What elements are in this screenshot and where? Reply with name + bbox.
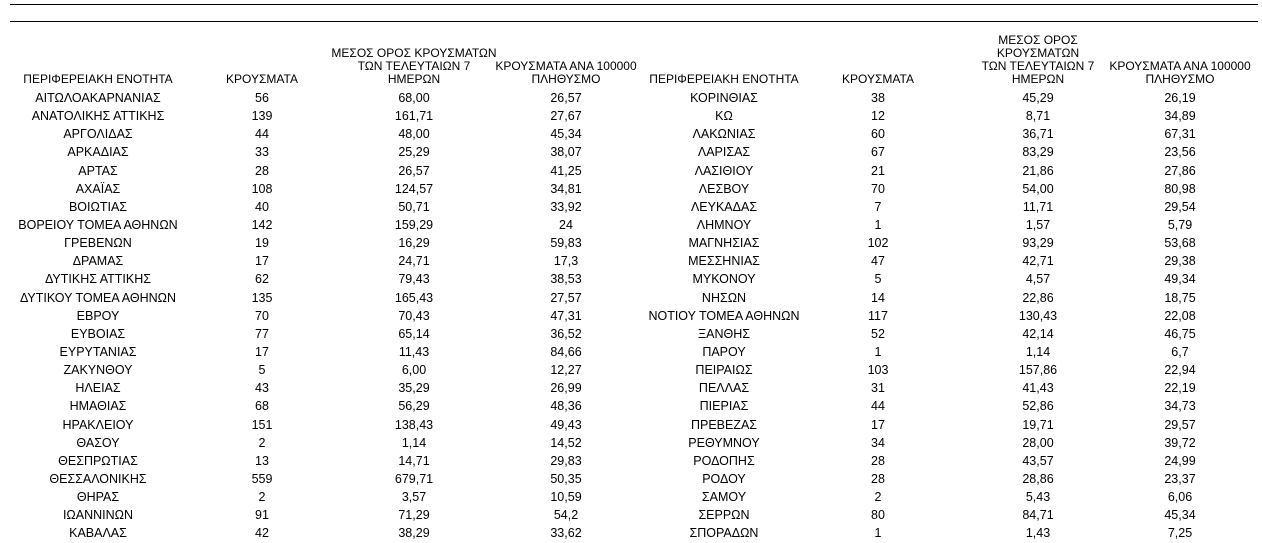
avg-cell: 26,57 [398, 163, 430, 178]
cases-cell: 44 [871, 399, 885, 414]
region-cell: ΒΟΡΕΙΟΥ ΤΟΜΕΑ ΑΘΗΝΩΝ [18, 217, 178, 232]
per100k-cell: 23,37 [1164, 471, 1196, 486]
region-cell: ΗΜΑΘΙΑΣ [69, 399, 127, 414]
avg-cell: 38,29 [398, 526, 430, 541]
cases-cell: 34 [871, 435, 885, 450]
region-cell: ΜΑΓΝΗΣΙΑΣ [688, 236, 760, 251]
region-cell: ΠΑΡΟΥ [702, 344, 746, 359]
per100k-cell: 80,98 [1164, 181, 1196, 196]
avg-cell: 36,71 [1022, 127, 1054, 142]
cases-cell: 56 [255, 91, 269, 105]
region-cell: ΑΡΤΑΣ [78, 163, 118, 178]
region-cell: ΛΕΥΚΑΔΑΣ [690, 199, 758, 214]
cases-cell: 102 [867, 236, 889, 251]
region-cell: ΙΩΑΝΝΙΝΩΝ [62, 508, 134, 523]
avg-cell: 5,43 [1025, 490, 1051, 505]
cases-cell: 52 [871, 326, 885, 341]
cases-cell: 60 [871, 127, 885, 142]
per100k-cell: 22,94 [1164, 363, 1196, 378]
region-cell: ΛΕΣΒΟΥ [698, 181, 750, 196]
avg-header: ΜΕΣΟΣ ΟΡΟΣ ΚΡΟΥΣΜΑΤΩΝ ΤΩΝ ΤΕΛΕΥΤΑΙΩΝ 7 ΗΜΕΡΩΝ [981, 33, 1095, 86]
avg-cell: 24,71 [398, 254, 430, 269]
region-cell: ΜΕΣΣΗΝΙΑΣ [688, 254, 760, 269]
region-cell: ΑΡΓΟΛΙΔΑΣ [63, 127, 133, 142]
region-cell: ΚΩ [715, 109, 733, 124]
region-cell: ΚΟΡΙΝΘΙΑΣ [690, 91, 758, 105]
region-cell: ΡΕΘΥΜΝΟΥ [688, 435, 760, 450]
avg-cell: 52,86 [1022, 399, 1054, 414]
avg-cell: 70,43 [398, 308, 430, 323]
avg-cell: 68,00 [398, 91, 430, 105]
avg-cell: 93,29 [1022, 236, 1054, 251]
region-cell: ΚΑΒΑΛΑΣ [69, 526, 127, 541]
per100k-cell: 49,43 [550, 417, 582, 432]
cases-cell: 7 [874, 199, 882, 214]
avg-cell: 28,86 [1022, 471, 1054, 486]
cases-cell: 17 [255, 344, 269, 359]
avg-cell: 165,43 [394, 290, 434, 305]
avg-cell: 11,43 [398, 344, 430, 359]
avg-cell: 41,43 [1022, 381, 1054, 396]
region-cell: ΒΟΙΩΤΙΑΣ [68, 199, 128, 214]
per100k-cell: 26,19 [1164, 91, 1196, 105]
avg-cell: 25,29 [398, 145, 430, 160]
region-cell: ΝΗΣΩΝ [701, 290, 747, 305]
cases-cell: 38 [871, 91, 885, 105]
avg-cell: 22,86 [1022, 290, 1054, 305]
region-cell: ΣΠΟΡΑΔΩΝ [689, 526, 759, 541]
cases-cell: 1 [874, 344, 882, 359]
region-cell: ΣΕΡΡΩΝ [698, 508, 750, 523]
avg-cell: 1,57 [1025, 217, 1051, 232]
per100k-cell: 22,08 [1164, 308, 1196, 323]
avg-cell: 1,14 [1025, 344, 1051, 359]
cases-cell: 28 [871, 453, 885, 468]
per100k-cell: 47,31 [550, 308, 582, 323]
avg-cell: 21,86 [1022, 163, 1054, 178]
cases-cell: 21 [871, 163, 885, 178]
per100k-cell: 33,62 [550, 526, 582, 541]
avg-cell: 35,29 [398, 381, 430, 396]
per100k-cell: 23,56 [1164, 145, 1196, 160]
region-cell: ΛΗΜΝΟΥ [696, 217, 752, 232]
cases-cell: 108 [251, 181, 273, 196]
region-cell: ΔΥΤΙΚΟΥ ΤΟΜΕΑ ΑΘΗΝΩΝ [19, 290, 177, 305]
per100k-cell: 14,52 [550, 435, 582, 450]
region-cell: ΕΥΒΟΙΑΣ [70, 326, 126, 341]
cases-cell: 28 [255, 163, 269, 178]
region-cell: ΘΕΣΠΡΩΤΙΑΣ [58, 453, 138, 468]
region-header: ΠΕΡΙΦΕΡΕΙΑΚΗ ΕΝΟΤΗΤΑ [23, 72, 173, 86]
cases-cell: 28 [871, 471, 885, 486]
region-cell: ΓΡΕΒΕΝΩΝ [64, 236, 132, 251]
top-rule [10, 4, 1258, 5]
region-cell: ΔΥΤΙΚΗΣ ΑΤΤΙΚΗΣ [45, 272, 151, 287]
avg-cell: 54,00 [1022, 181, 1054, 196]
region-cell: ΑΡΚΑΔΙΑΣ [67, 145, 129, 160]
region-cell: ΠΡΕΒΕΖΑΣ [690, 417, 758, 432]
per100k-cell: 27,86 [1164, 163, 1196, 178]
avg-cell: 48,00 [398, 127, 430, 142]
cases-cell: 14 [871, 290, 885, 305]
per100k-cell: 6,06 [1167, 490, 1193, 505]
avg-cell: 19,71 [1022, 417, 1054, 432]
per100k-cell: 27,67 [550, 109, 582, 124]
avg-cell: 16,29 [398, 236, 430, 251]
avg-cell: 6,00 [401, 363, 427, 378]
region-cell: ΑΙΤΩΛΟΑΚΑΡΝΑΝΙΑΣ [35, 91, 161, 105]
cases-cell: 5 [874, 272, 882, 287]
avg-cell: 1,14 [401, 435, 427, 450]
avg-cell: 161,71 [394, 109, 434, 124]
cases-cell: 91 [255, 508, 269, 523]
per100k-cell: 36,52 [550, 326, 582, 341]
per100k-cell: 34,73 [1164, 399, 1196, 414]
region-cell: ΛΑΡΙΣΑΣ [697, 145, 751, 160]
cases-cell: 17 [871, 417, 885, 432]
cases-cell: 44 [255, 127, 269, 142]
cases-cell: 139 [251, 109, 273, 124]
avg-cell: 8,71 [1025, 109, 1051, 124]
per100k-cell: 38,07 [550, 145, 582, 160]
per100k-header: ΚΡΟΥΣΜΑΤΑ ΑΝΑ 100000 ΠΛΗΘΥΣΜΟ [495, 59, 637, 86]
cases-cell: 77 [255, 326, 269, 341]
avg-cell: 3,57 [401, 490, 427, 505]
cases-cell: 33 [255, 145, 269, 160]
per100k-cell: 29,54 [1164, 199, 1196, 214]
region-cell: ΠΕΛΛΑΣ [698, 381, 750, 396]
per100k-cell: 50,35 [550, 471, 582, 486]
per100k-header: ΚΡΟΥΣΜΑΤΑ ΑΝΑ 100000 ΠΛΗΘΥΣΜΟ [1109, 59, 1251, 86]
cases-cell: 68 [255, 399, 269, 414]
per100k-cell: 41,25 [550, 163, 582, 178]
avg-cell: 79,43 [398, 272, 430, 287]
per100k-cell: 26,99 [550, 381, 582, 396]
region-cell: ΠΕΙΡΑΙΩΣ [695, 363, 753, 378]
region-cell: ΕΥΡΥΤΑΝΙΑΣ [59, 344, 137, 359]
cases-cell: 62 [255, 272, 269, 287]
cases-cell: 135 [251, 290, 273, 305]
per100k-cell: 29,57 [1164, 417, 1196, 432]
cases-cell: 1 [874, 526, 882, 541]
cases-cell: 67 [871, 145, 885, 160]
avg-cell: 1,43 [1025, 526, 1051, 541]
header-rule [10, 21, 1258, 22]
avg-cell: 157,86 [1018, 363, 1058, 378]
region-cell: ΘΑΣΟΥ [76, 435, 120, 450]
region-cell: ΕΒΡΟΥ [76, 308, 120, 323]
per100k-cell: 7,25 [1167, 526, 1193, 541]
cases-cell: 151 [251, 417, 273, 432]
avg-header: ΜΕΣΟΣ ΟΡΟΣ ΚΡΟΥΣΜΑΤΩΝ ΤΩΝ ΤΕΛΕΥΤΑΙΩΝ 7 ΗΜΕΡΩΝ [331, 46, 497, 86]
per100k-cell: 84,66 [550, 344, 582, 359]
per100k-cell: 29,83 [550, 453, 582, 468]
cases-cell: 13 [255, 453, 269, 468]
avg-cell: 14,71 [398, 453, 430, 468]
per100k-cell: 12,27 [550, 363, 582, 378]
per100k-cell: 24 [559, 217, 573, 232]
region-cell: ΗΡΑΚΛΕΙΟΥ [62, 417, 134, 432]
avg-cell: 65,14 [398, 326, 430, 341]
per100k-cell: 26,57 [550, 91, 582, 105]
region-cell: ΗΛΕΙΑΣ [75, 381, 121, 396]
region-cell: ΑΧΑΪΑΣ [75, 181, 121, 196]
region-cell: ΡΟΔΟΠΗΣ [693, 453, 755, 468]
cases-cell: 559 [251, 471, 273, 486]
per100k-cell: 48,36 [550, 399, 582, 414]
per100k-cell: 29,38 [1164, 254, 1196, 269]
per100k-cell: 46,75 [1164, 326, 1196, 341]
cases-cell: 31 [871, 381, 885, 396]
avg-cell: 4,57 [1025, 272, 1051, 287]
region-cell: ΑΝΑΤΟΛΙΚΗΣ ΑΤΤΙΚΗΣ [31, 109, 165, 124]
cases-cell: 80 [871, 508, 885, 523]
region-cell: ΘΕΣΣΑΛΟΝΙΚΗΣ [49, 471, 147, 486]
avg-cell: 42,71 [1022, 254, 1054, 269]
per100k-cell: 38,53 [550, 272, 582, 287]
per100k-cell: 10,59 [550, 490, 582, 505]
cases-cell: 117 [868, 308, 888, 323]
avg-cell: 83,29 [1022, 145, 1054, 160]
cases-cell: 42 [255, 526, 269, 541]
per100k-cell: 59,83 [550, 236, 582, 251]
region-header: ΠΕΡΙΦΕΡΕΙΑΚΗ ΕΝΟΤΗΤΑ [649, 72, 799, 86]
avg-cell: 45,29 [1022, 91, 1054, 105]
region-cell: ΖΑΚΥΝΘΟΥ [63, 363, 133, 378]
region-cell: ΡΟΔΟΥ [702, 471, 746, 486]
per100k-cell: 33,92 [550, 199, 582, 214]
per100k-cell: 24,99 [1164, 453, 1196, 468]
cases-cell: 1 [874, 217, 882, 232]
cases-cell: 40 [255, 199, 269, 214]
per100k-cell: 45,34 [550, 127, 582, 142]
avg-cell: 11,71 [1022, 199, 1054, 214]
avg-cell: 42,14 [1022, 326, 1054, 341]
cases-header: ΚΡΟΥΣΜΑΤΑ [226, 72, 298, 86]
avg-cell: 43,57 [1022, 453, 1054, 468]
per100k-cell: 34,89 [1164, 109, 1196, 124]
region-cell: ΔΡΑΜΑΣ [72, 254, 124, 269]
per100k-cell: 45,34 [1164, 508, 1196, 523]
region-cell: ΣΑΜΟΥ [701, 490, 747, 505]
avg-cell: 71,29 [398, 508, 430, 523]
per100k-cell: 27,57 [550, 290, 582, 305]
cases-cell: 103 [867, 363, 889, 378]
per100k-cell: 18,75 [1164, 290, 1196, 305]
avg-cell: 130,43 [1018, 308, 1058, 323]
avg-cell: 138,43 [394, 417, 434, 432]
cases-cell: 17 [255, 254, 269, 269]
avg-cell: 84,71 [1022, 508, 1054, 523]
region-cell: ΝΟΤΙΟΥ ΤΟΜΕΑ ΑΘΗΝΩΝ [648, 308, 800, 323]
avg-cell: 50,71 [398, 199, 430, 214]
per100k-cell: 6,7 [1171, 344, 1189, 359]
cases-cell: 43 [255, 381, 269, 396]
region-cell: ΛΑΚΩΝΙΑΣ [692, 127, 756, 142]
cases-cell: 2 [874, 490, 882, 505]
region-cell: ΜΥΚΟΝΟΥ [692, 272, 756, 287]
per100k-cell: 17,3 [553, 254, 579, 269]
cases-cell: 12 [871, 109, 885, 124]
avg-cell: 28,00 [1022, 435, 1054, 450]
cases-cell: 70 [255, 308, 269, 323]
avg-cell: 679,71 [394, 471, 434, 486]
cases-header: ΚΡΟΥΣΜΑΤΑ [842, 72, 914, 86]
cases-cell: 19 [255, 236, 269, 251]
per100k-cell: 22,19 [1164, 381, 1196, 396]
per100k-cell: 49,34 [1164, 272, 1196, 287]
avg-cell: 124,57 [394, 181, 434, 196]
cases-cell: 2 [258, 435, 266, 450]
region-cell: ΘΗΡΑΣ [76, 490, 120, 505]
avg-cell: 159,29 [394, 217, 434, 232]
per100k-cell: 39,72 [1164, 435, 1196, 450]
avg-cell: 56,29 [398, 399, 430, 414]
cases-cell: 142 [251, 217, 273, 232]
per100k-cell: 34,81 [550, 181, 582, 196]
cases-cell: 5 [258, 363, 266, 378]
region-cell: ΛΑΣΙΘΙΟΥ [694, 163, 754, 178]
cases-cell: 2 [258, 490, 266, 505]
per100k-cell: 67,31 [1164, 127, 1196, 142]
region-cell: ΞΑΝΘΗΣ [698, 326, 750, 341]
per100k-cell: 54,2 [553, 508, 579, 523]
cases-cell: 70 [871, 181, 885, 196]
cases-cell: 47 [871, 254, 885, 269]
per100k-cell: 53,68 [1164, 236, 1196, 251]
per100k-cell: 5,79 [1167, 217, 1193, 232]
region-cell: ΠΙΕΡΙΑΣ [699, 399, 749, 414]
